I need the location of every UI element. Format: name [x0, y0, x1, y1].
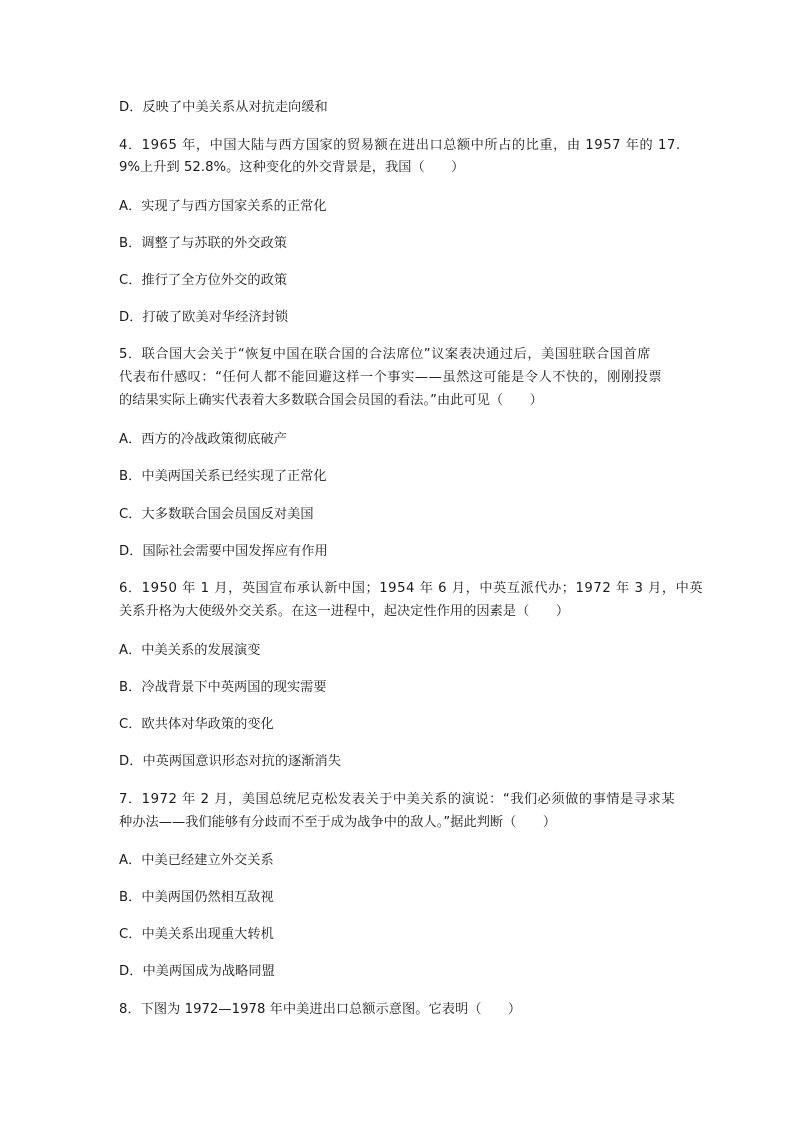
q7-stem-line-2: 种办法——我们能够有分歧而不至于成为战争中的敌人。”据此判断（ ） — [119, 815, 557, 830]
q4-stem-line-1: 4．1965 年，中国大陆与西方国家的贸易额在进出口总额中所占的比重，由 1957 年的 17. — [119, 138, 681, 153]
q7-option-d: D．中美两国成为战略同盟 — [119, 964, 275, 979]
q3-option-d: D．反映了中美关系从对抗走向缓和 — [119, 100, 328, 115]
q5-option-a: A．西方的冷战政策彻底破产 — [119, 432, 287, 447]
q4-stem-line-2: 9%上升到 52.8%。这种变化的外交背景是，我国（ ） — [119, 160, 465, 175]
q5-option-b: B．中美两国关系已经实现了正常化 — [119, 469, 327, 484]
q5-stem-line-3: 的结果实际上确实代表着大多数联合国会员国的看法。”由此可见（ ） — [119, 393, 543, 408]
q6-option-a: A．中美关系的发展演变 — [119, 643, 261, 658]
q7-stem-line-1: 7．1972 年 2 月，美国总统尼克松发表关于中美关系的演说：“我们必须做的事情是寻求某 — [119, 792, 676, 807]
q4-option-d: D．打破了欧美对华经济封锁 — [119, 310, 289, 325]
q7-option-a: A．中美已经建立外交关系 — [119, 853, 274, 868]
q6-option-c: C．欧共体对华政策的变化 — [119, 717, 274, 732]
q4-option-c: C．推行了全方位外交的政策 — [119, 273, 288, 288]
q5-option-d: D．国际社会需要中国发挥应有作用 — [119, 544, 328, 559]
q6-stem-line-1: 6．1950 年 1 月，英国宣布承认新中国；1954 年 6 月，中英互派代办；1972 年 3 月，中英 — [119, 581, 704, 596]
q8-stem-line-1: 8．下图为 1972—1978 年中美进出口总额示意图。它表明（ ） — [119, 1002, 522, 1017]
q7-option-b: B．中美两国仍然相互敌视 — [119, 890, 274, 905]
q5-stem-line-1: 5．联合国大会关于“恢复中国在联合国的合法席位”议案表决通过后，美国驻联合国首席 — [119, 347, 651, 362]
q7-option-c: C．中美关系出现重大转机 — [119, 927, 274, 942]
q5-stem-line-2: 代表布什感叹：“任何人都不能回避这样一个事实——虽然这可能是令人不快的，刚刚投票 — [119, 370, 663, 385]
q6-stem-line-2: 关系升格为大使级外交关系。在这一进程中，起决定性作用的因素是（ ） — [119, 604, 570, 619]
q5-option-c: C．大多数联合国会员国反对美国 — [119, 507, 314, 522]
q4-option-a: A．实现了与西方国家关系的正常化 — [119, 199, 327, 214]
q6-option-b: B．冷战背景下中英两国的现实需要 — [119, 680, 327, 695]
q6-option-d: D．中英两国意识形态对抗的逐渐消失 — [119, 754, 342, 769]
q4-option-b: B．调整了与苏联的外交政策 — [119, 236, 287, 251]
